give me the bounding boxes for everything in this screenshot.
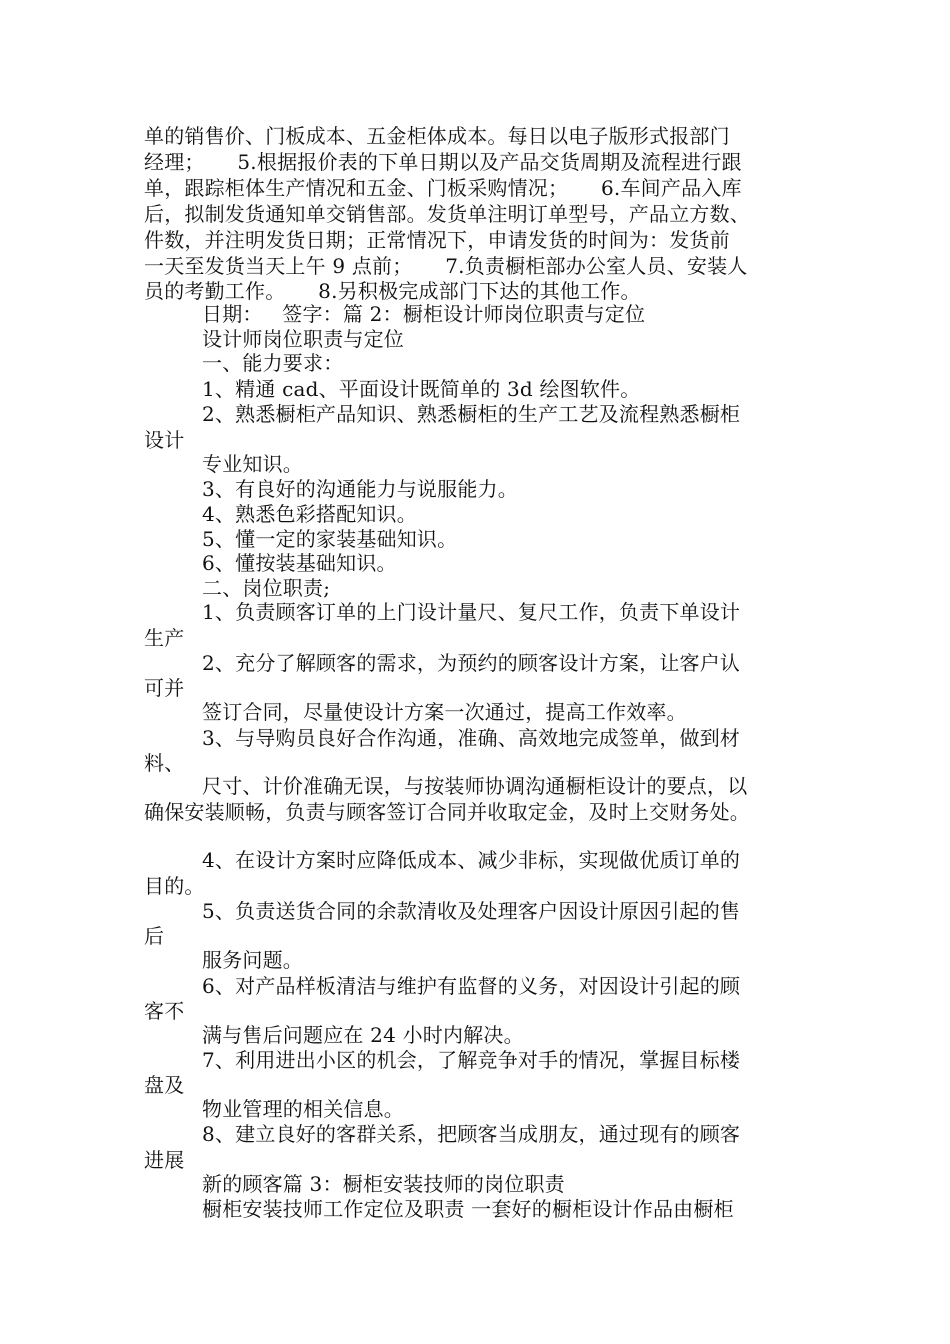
text-line: 单的销售价、门板成本、五金柜体成本。每日以电子版形式报部门 — [144, 124, 730, 148]
list-item: 5、负责送货合同的余款清收及处理客户因设计原因引起的售 — [202, 899, 741, 923]
list-item-continuation: 确保安装顺畅，负责与顾客签订合同并收取定金，及时上交财务处。 — [144, 800, 750, 824]
text-line: 件数，并注明发货日期；正常情况下，申请发货的时间为：发货前 — [144, 228, 730, 252]
list-item-continuation: 进展 — [144, 1148, 185, 1172]
list-item-continuation: 目的。 — [144, 874, 205, 898]
list-item: 7、利用进出小区的机会，了解竞争对手的情况，掌握目标楼 — [202, 1048, 741, 1072]
list-item-continuation: 料、 — [144, 751, 185, 775]
list-item-continuation: 后 — [144, 924, 165, 948]
list-item-continuation: 客不 — [144, 999, 185, 1023]
list-item-continuation: 设计 — [144, 428, 185, 452]
text-line: 后，拟制发货通知单交销售部。发货单注明订单型号，产品立方数、 — [144, 202, 750, 226]
list-item: 1、精通 cad、平面设计既简单的 3d 绘图软件。 — [202, 377, 641, 401]
list-item: 2、充分了解顾客的需求，为预约的顾客设计方案，让客户认 — [202, 651, 741, 675]
list-item-continuation: 满与售后问题应在 24 小时内解决。 — [202, 1023, 524, 1047]
text-line: 橱柜安装技师工作定位及职责 一套好的橱柜设计作品由橱柜 — [202, 1197, 734, 1221]
list-item: 6、对产品样板清洁与维护有监督的义务，对因设计引起的顾 — [202, 974, 741, 998]
list-item: 3、有良好的沟通能力与说服能力。 — [202, 477, 518, 501]
list-item: 2、熟悉橱柜产品知识、熟悉橱柜的生产工艺及流程熟悉橱柜 — [202, 402, 741, 426]
list-item-continuation: 专业知识。 — [202, 452, 303, 476]
list-item: 3、与导购员良好合作沟通，准确、高效地完成签单，做到材 — [202, 726, 741, 750]
list-item-continuation: 签订合同，尽量使设计方案一次通过，提高工作效率。 — [202, 700, 687, 724]
list-item-continuation: 盘及 — [144, 1073, 185, 1097]
section-subtitle: 设计师岗位职责与定位 — [202, 327, 404, 351]
list-item: 6、懂按装基础知识。 — [202, 551, 397, 575]
list-heading: 一、能力要求： — [202, 351, 344, 375]
text-line: 一天至发货当天上午 9 点前； 7.负责橱柜部办公室人员、安装人 — [144, 254, 748, 278]
text-line: 经理； 5.根据报价表的下单日期以及产品交货周期及流程进行跟 — [144, 150, 742, 174]
list-item-continuation: 物业管理的相关信息。 — [202, 1097, 404, 1121]
list-item-continuation: 尺寸、计价准确无误，与按装师协调沟通橱柜设计的要点，以 — [202, 774, 748, 798]
list-item: 5、懂一定的家装基础知识。 — [202, 527, 458, 551]
list-heading: 二、岗位职责; — [202, 576, 331, 600]
section-heading: 日期： 签字：篇 2：橱柜设计师岗位职责与定位 — [202, 302, 646, 326]
text-line: 单，跟踪柜体生产情况和五金、门板采购情况； 6.车间产品入库 — [144, 176, 742, 200]
list-item: 4、熟悉色彩搭配知识。 — [202, 502, 417, 526]
section-heading: 新的顾客篇 3：橱柜安装技师的岗位职责 — [202, 1172, 565, 1196]
list-item-continuation: 生产 — [144, 626, 185, 650]
list-item-continuation: 可并 — [144, 676, 185, 700]
list-item: 4、在设计方案时应降低成本、减少非标，实现做优质订单的 — [202, 848, 741, 872]
list-item: 8、建立良好的客群关系，把顾客当成朋友，通过现有的顾客 — [202, 1122, 741, 1146]
text-line: 员的考勤工作。 8.另积极完成部门下达的其他工作。 — [144, 279, 641, 303]
list-item: 1、负责顾客订单的上门设计量尺、复尺工作，负责下单设计 — [202, 600, 741, 624]
list-item-continuation: 服务问题。 — [202, 948, 303, 972]
